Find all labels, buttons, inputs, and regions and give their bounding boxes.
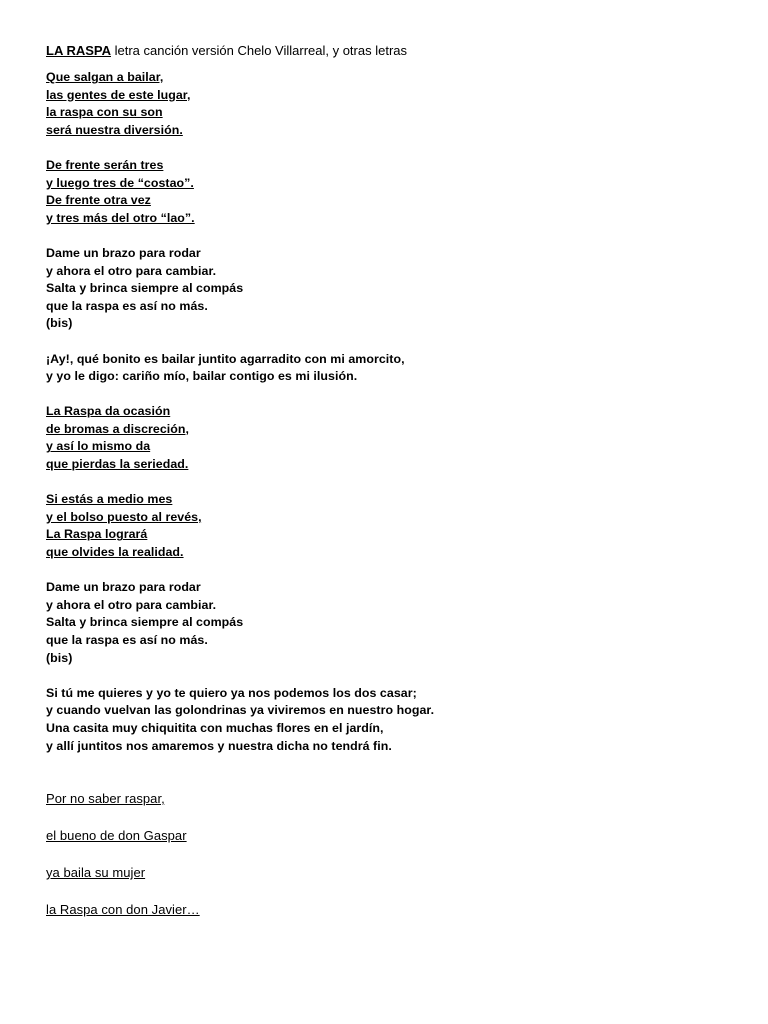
lyric-line: Que salgan a bailar,: [46, 70, 164, 84]
line-gap: [46, 844, 726, 864]
lyric-line: (bis): [46, 650, 73, 665]
document-page: [46, 43, 726, 918]
stanza-1: [46, 69, 726, 139]
stanza-8: [46, 685, 726, 755]
lyric-line: será nuestra diversión.: [46, 122, 183, 137]
lyric-line: De frente otra vez: [46, 193, 151, 208]
lyric-line: y así lo mismo da: [46, 439, 151, 454]
lyric-line: Una casita muy chiquitita con muchas flores en el jardín,: [46, 720, 384, 735]
line-gap: [46, 807, 726, 827]
lyric-line: que la raspa es así no más.: [46, 633, 208, 647]
lyric-line: y ahora el otro para cambiar.: [46, 263, 217, 278]
lyric-line: las gentes de este lugar,: [46, 87, 191, 102]
lyric-line: De frente serán tres: [46, 157, 164, 172]
title-subtitle: letra canción versión Chelo Villarreal, y otras letras: [111, 43, 408, 58]
tail-line: ya baila su mujer: [46, 865, 146, 881]
lyric-line: y tres más del otro “lao”.: [46, 210, 195, 225]
stanza-gap: [46, 139, 726, 157]
lyric-line: y ahora el otro para cambiar.: [46, 597, 217, 612]
document-title: [46, 43, 726, 59]
stanza-6: [46, 491, 726, 561]
stanza-5: [46, 403, 726, 473]
lyric-line: que la raspa es así no más.: [46, 298, 208, 313]
lyrics: [46, 69, 726, 918]
lyric-line: ¡Ay!, qué bonito es bailar juntito agarradito con mi amorcito,: [46, 351, 405, 366]
lyric-line: La Raspa da ocasión: [46, 404, 171, 419]
stanza-gap: [46, 755, 726, 790]
lyric-line: Si tú me quieres y yo te quiero ya nos podemos los dos casar;: [46, 685, 417, 700]
tail-line: la Raspa con don Javier…: [46, 902, 200, 918]
tail-line: el bueno de don Gaspar: [46, 828, 187, 844]
stanza-3: [46, 245, 726, 333]
stanza-7: [46, 579, 726, 667]
lyric-line: y yo le digo: cariño mío, bailar contigo es mi ilusión.: [46, 369, 358, 384]
song-title: LA RASPA: [46, 43, 111, 58]
stanza-gap: [46, 667, 726, 685]
stanza-gap: [46, 227, 726, 245]
lyric-line: Dame un brazo para rodar: [46, 580, 201, 595]
lyric-line: Dame un brazo para rodar: [46, 245, 201, 260]
lyric-line: Si estás a medio mes: [46, 492, 173, 507]
lyric-line: (bis): [46, 316, 73, 331]
stanza-4: [46, 351, 726, 386]
tail-line: Por no saber raspar,: [46, 791, 165, 807]
lyric-line: que olvides la realidad.: [46, 545, 184, 560]
lyric-line: la raspa con su son: [46, 105, 163, 120]
stanza-gap: [46, 386, 726, 404]
lyric-line: Salta y brinca siempre al compás: [46, 281, 244, 296]
lyric-line: Salta y brinca siempre al compás: [46, 615, 244, 630]
lyric-line: y luego tres de “costao”.: [46, 175, 194, 190]
lyric-line: y cuando vuelvan las golondrinas ya viviremos en nuestro hogar.: [46, 703, 435, 718]
lyric-line: de bromas a discreción,: [46, 421, 190, 436]
line-gap: [46, 881, 726, 901]
stanza-gap: [46, 562, 726, 580]
stanza-gap: [46, 474, 726, 492]
stanza-gap: [46, 333, 726, 351]
lyric-line: La Raspa logrará: [46, 527, 148, 542]
tail-lines: [46, 790, 726, 918]
lyric-line: y el bolso puesto al revés,: [46, 509, 202, 524]
lyric-line: y allí juntitos nos amaremos y nuestra dicha no tendrá fin.: [46, 738, 392, 753]
lyric-line: que pierdas la seriedad.: [46, 457, 189, 472]
stanza-2: [46, 157, 726, 227]
